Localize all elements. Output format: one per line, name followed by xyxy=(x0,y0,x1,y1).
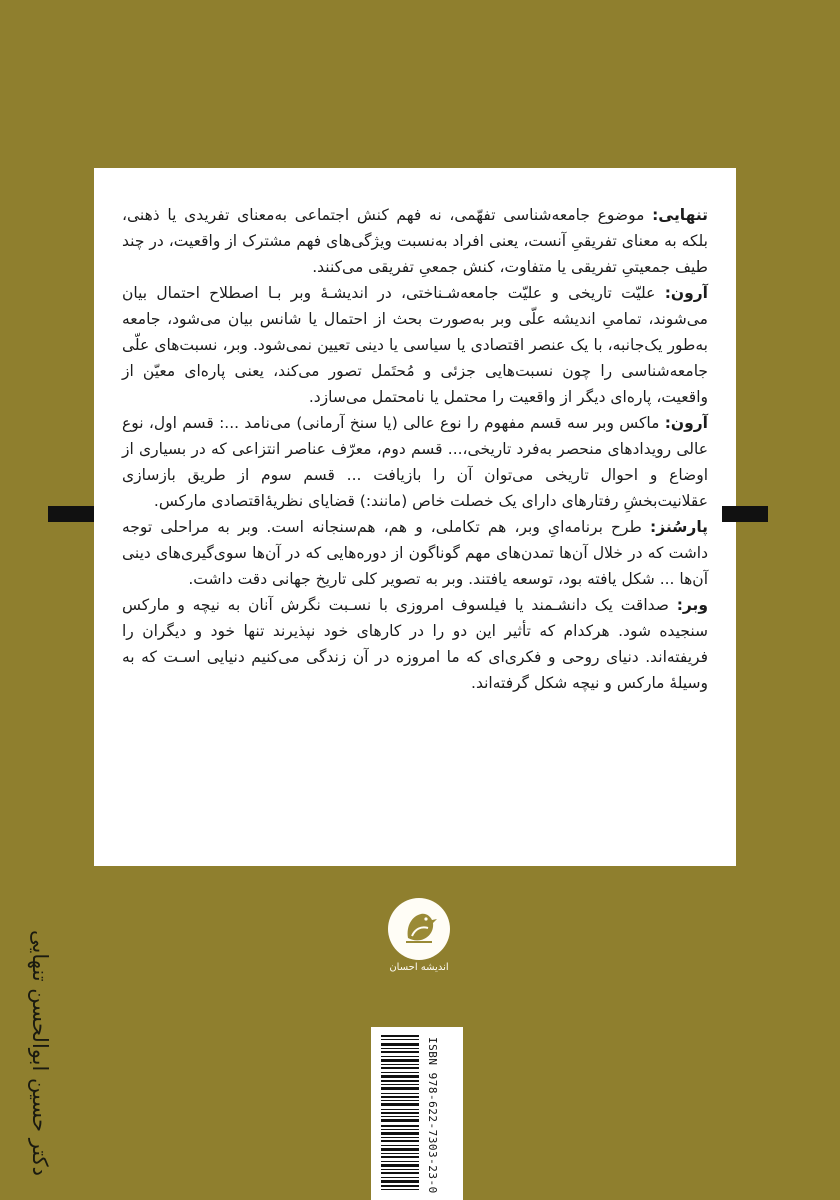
paragraph-aron-1 xyxy=(122,280,708,410)
speaker-name: پارسُنز: xyxy=(650,518,708,536)
paragraph-tanhayi xyxy=(122,202,708,280)
isbn-barcode xyxy=(371,1027,463,1200)
speaker-name: آرون: xyxy=(664,414,708,432)
speaker-name: وبر: xyxy=(676,596,708,614)
paragraph-aron-2 xyxy=(122,410,708,514)
publisher-logo xyxy=(388,898,450,988)
bird-icon xyxy=(388,898,450,960)
paragraph-text: صداقت یک دانشـمند یا فیلسوف امروزی با نسـبت نگرش آنان به نیچه و مارکس سنجیده شود. هرکدام که تأثیر این دو را در کارهای خود نپذیرند تنها خود و دیگران را فریفته‌اند. دنیای روحی و فکری‌ای که ما امروزه در آن زندگی می‌کنیم دنیایی اسـت که به وسیلهٔ مارکس و نیچه شکل گرفته‌اند. xyxy=(122,596,708,692)
paragraph-text: موضوع جامعه‌شناسی تفهّمی، نه فهم کنش اجتماعی به‌معنای تفریدی یا ذهنی، بلکه به معنای تفریقیِ آنست، یعنی افراد به‌نسبت ویژگی‌های فهم مشترک از واقعیت، در چند طیف جمعیتیِ تفریقی یا متفاوت، کنش جمعیِ تفریقی می‌کنند. xyxy=(122,206,708,276)
right-crop-marker xyxy=(722,506,768,522)
barcode-icon xyxy=(371,1027,463,1200)
paragraph-text: ماکس وبر سه قسم مفهوم را نوع عالی (یا سنخ آرمانی) می‌نامد ...: قسم اول، نوع عالی رویدادهای منحصر به‌فرد تاریخی،... قسم دوم، معرّف عناصر انتزاعی که در بسیاری از اوضاع و احوال تاریخی می‌توان آن را بازیافت ... قسم سوم از طریق بازسازی عقلانیت‌بخشِ رفتارهای دارای یک خصلت خاص (مانند:) قضایای نظریهٔ‌اقتصادی مارکس. xyxy=(122,414,708,510)
author-signature: دکتر حسین ابوالحسن تنهایی xyxy=(28,930,52,1176)
paragraph-text: طرح برنامه‌ایِ وبر، هم تکاملی، و هم، هم‌سنجانه است. وبر به مراحلی توجه داشت که در خلال آن‌ها تمدن‌های مهم گوناگون از دوره‌هایی که در آن‌ها سوی‌گیری‌های دینی آن‌ها ... شکل یافته بود، توسعه یافتند. وبر به تصویر کلی تاریخ جهانی دقت داشت. xyxy=(122,518,708,588)
isbn-text: ISBN 978-622-7303-23-0 xyxy=(426,1037,439,1194)
speaker-name: آرون: xyxy=(664,284,708,302)
paragraph-text: علیّت تاریخی و علیّت جامعه‌شـناختی، در اندیشـهٔ وبر بـا اصطلاح احتمال بیان می‌شوند، تمامیِ اندیشه علّی وبر به‌صورت بحث از احتمال یا شانس بیان می‌شود، جامعه به‌طور یک‌جانبه، با یک عنصر اقتصادی یا سیاسی یا دینی تعیین نمی‌شود. وبر، نسبت‌های علّی جامعه‌شناسی را چون نسبت‌هایی جزئی و مُحتَمل تصور می‌کند، یعنی پاره‌ای معیّن از واقعیت، پاره‌ای دیگر از واقعیت را محتمل یا نامحتمل می‌سازد. xyxy=(122,284,708,406)
logo-circle xyxy=(388,898,450,960)
left-crop-marker xyxy=(48,506,94,522)
logo-caption: اندیشه احسان xyxy=(389,962,449,973)
paragraph-parsons xyxy=(122,514,708,592)
paragraph-weber xyxy=(122,592,708,696)
speaker-name: تنهایی: xyxy=(652,206,708,224)
back-cover-text-panel xyxy=(94,168,736,866)
